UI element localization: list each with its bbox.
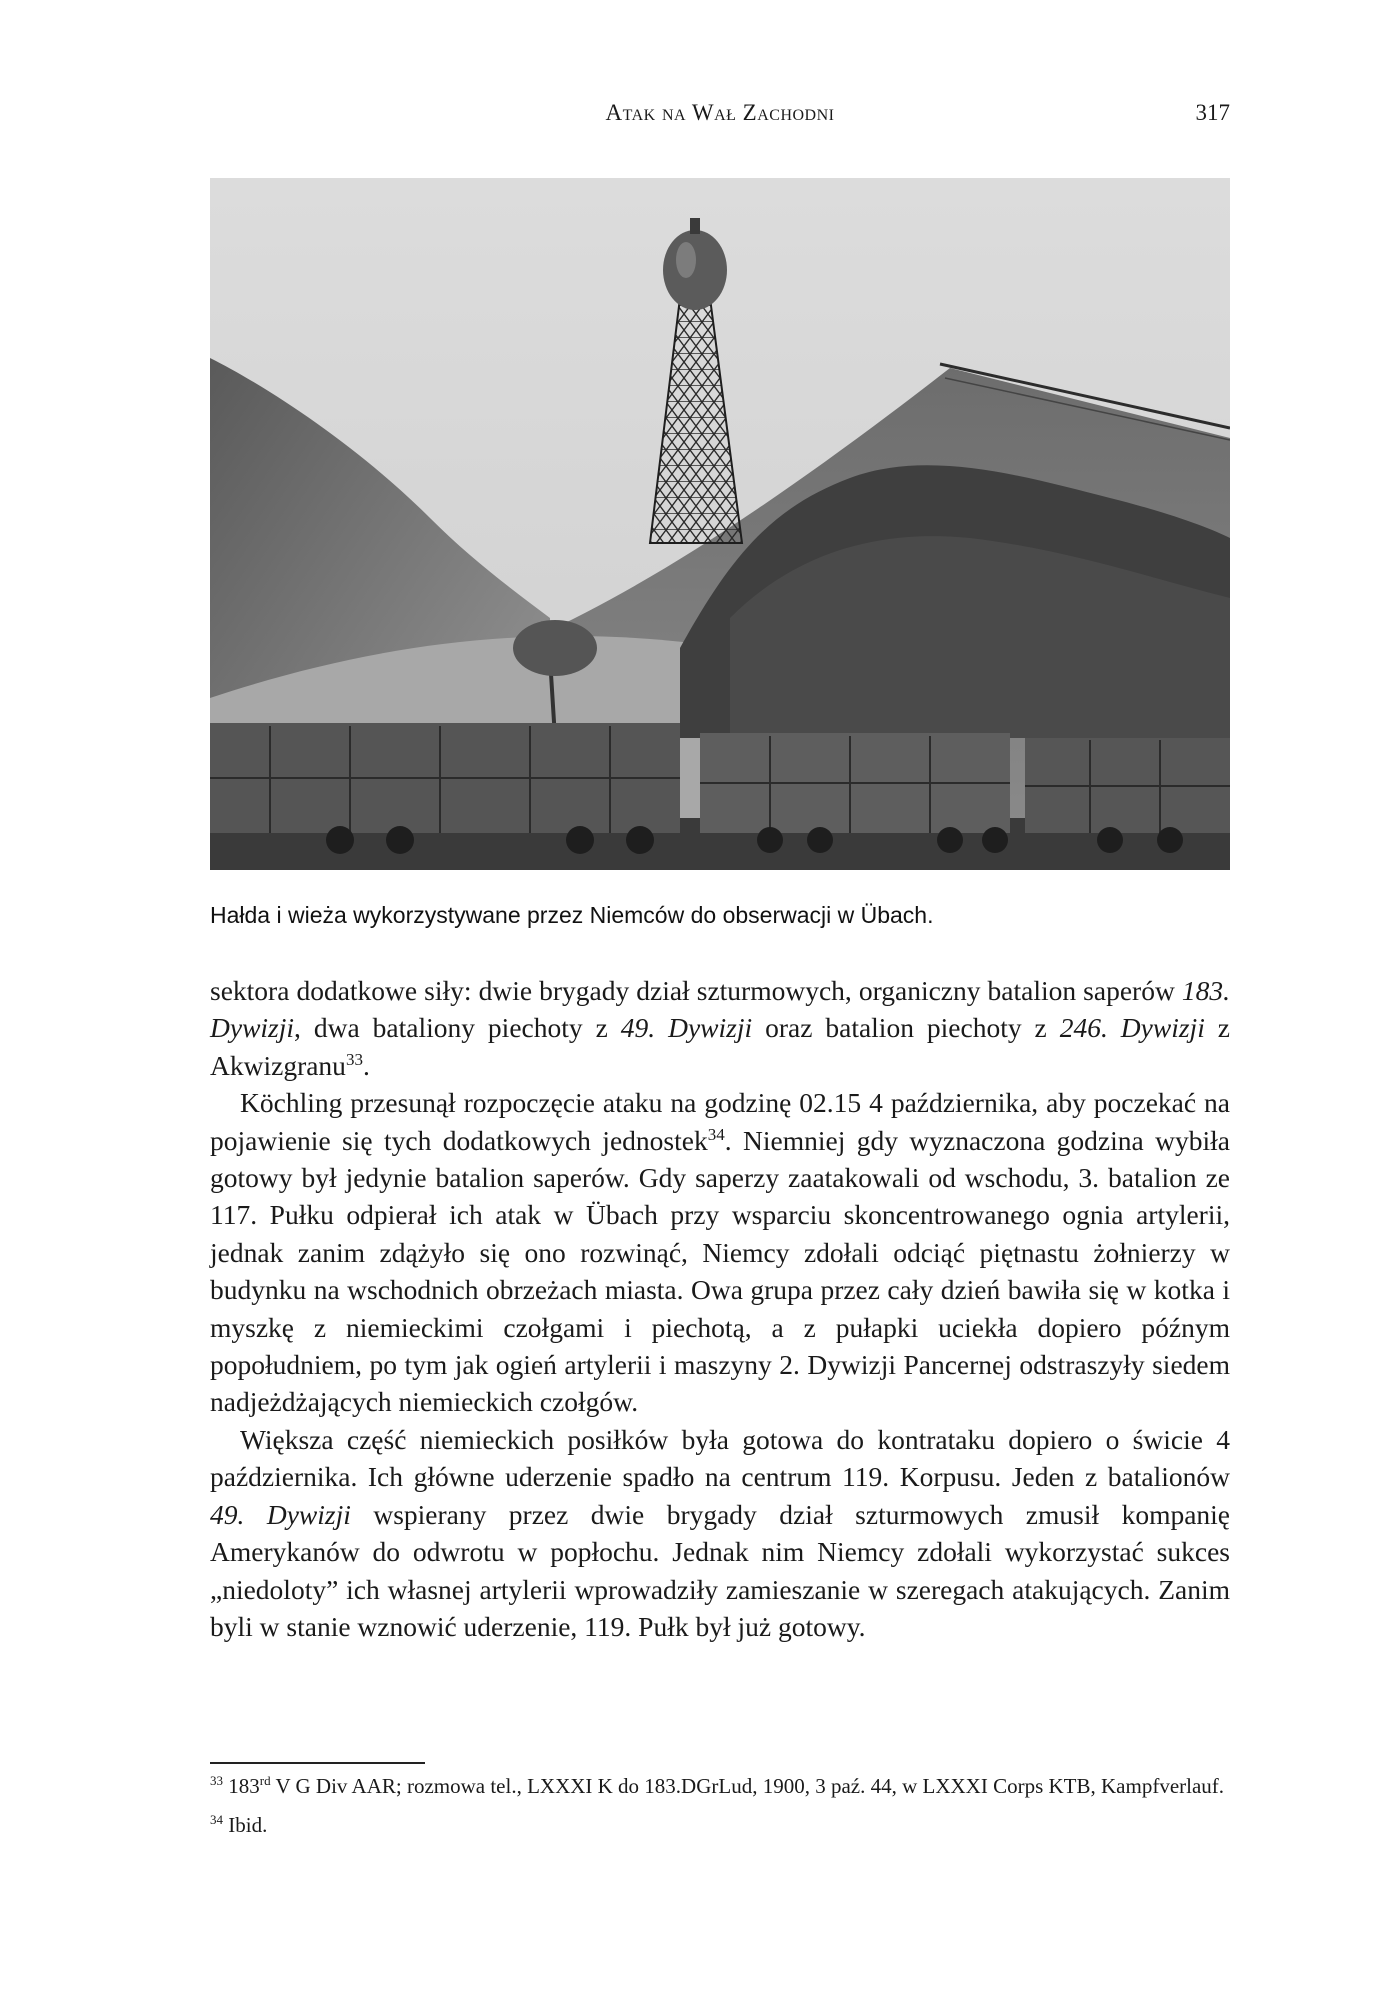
figure-caption: Hałda i wieża wykorzystywane przez Niemców do obserwacji w Übach. (210, 902, 934, 928)
footnote-33-pre: 183 (228, 1774, 260, 1798)
p1-text-3: oraz batalion piechoty z (752, 1012, 1060, 1044)
footnote-34 (210, 1811, 1230, 1840)
p1-italic-2: 49. Dywizji (620, 1012, 753, 1044)
footnote-number: 33 (210, 1773, 224, 1788)
p1-text-5: . (362, 1049, 370, 1081)
footnote-ref-34: 34 (707, 1124, 725, 1144)
footnotes (210, 1772, 1230, 1850)
p1-text-2: , dwa bataliony piechoty z (294, 1012, 621, 1044)
photo-illustration (210, 178, 1230, 870)
p1-text-4: z Akwizgranu (210, 1012, 1231, 1081)
p2-text-2: . Niemniej gdy wyznaczona godzina wybiła gotowy był jedynie batalion saperów. Gdy saperzy zaatakowali od wschodu, 3. batalion ze 117. Pułku odpierał ich atak w Übach przy wsparciu skoncentrowanego ognia artylerii, jednak zanim zdążyło się ono rozwinąć, Niemcy zdołali odciąć piętnastu żołnierzy w budynku na wschodnich obrzeżach miasta. Owa grupa przez cały dzień bawiła się w kotka i myszkę z niemieckimi czołgami i piechotą, a z pułapki uciekła dopiero późnym popołudniem, po tym jak ogień artylerii i maszyny 2. Dywizji Pancernej odstraszyły siedem nadjeżdżających niemieckich czołgów. (210, 1124, 1230, 1418)
p3-text-2: wspierany przez dwie brygady dział szturmowych zmusił kompanię Amerykanów do odwrotu w popłochu. Jednak nim Niemcy zdołali wykorzystać sukces „niedoloty” ich własnej artylerii wprowadziły zamieszanie w szeregach atakujących. Zanim byli w stanie wznowić uderzenie, 119. Pułk był już gotowy. (210, 1498, 1231, 1642)
photo-slag-heap-and-tower (210, 178, 1230, 870)
paragraph-2 (210, 1084, 1230, 1421)
footnote-33-ordinal: rd (259, 1773, 271, 1788)
p3-text-1: Większa część niemieckich posiłków była gotowa do kontrataku dopiero o świcie 4 października. Ich główne uderzenie spadło na centrum 119. Korpusu. Jeden z batalionów (210, 1423, 1230, 1493)
footnote-34-text: Ibid. (223, 1813, 268, 1837)
p3-italic-1: 49. Dywizji (210, 1498, 351, 1530)
footnote-number: 34 (210, 1812, 224, 1827)
running-title: Atak na Wał Zachodni (605, 100, 835, 125)
body-text (210, 972, 1230, 1645)
p1-italic-3: 246. Dywizji (1059, 1012, 1205, 1044)
paragraph-3 (210, 1421, 1230, 1645)
p2-text-1: Köchling przesunął rozpoczęcie ataku na godzinę 02.15 4 października, aby poczekać na pojawienie się tych dodatkowych jednostek (210, 1087, 1230, 1156)
footnote-ref-33: 33 (345, 1049, 363, 1069)
p1-text-1: sektora dodatkowe siły: dwie brygady dział szturmowych, organiczny batalion saperów (210, 975, 1182, 1006)
paragraph-1 (210, 972, 1230, 1084)
footnote-33-text: V G Div AAR; rozmowa tel., LXXXI K do 183.DGrLud, 1900, 3 paź. 44, w LXXXI Corps KTB, Kampfverlauf. (270, 1774, 1225, 1798)
p1-italic-1: 183. Dywizji (210, 975, 1230, 1044)
page-header (210, 100, 1230, 140)
footnote-divider (210, 1762, 425, 1764)
page-number: 317 (1195, 100, 1230, 125)
footnote-33 (210, 1772, 1230, 1801)
